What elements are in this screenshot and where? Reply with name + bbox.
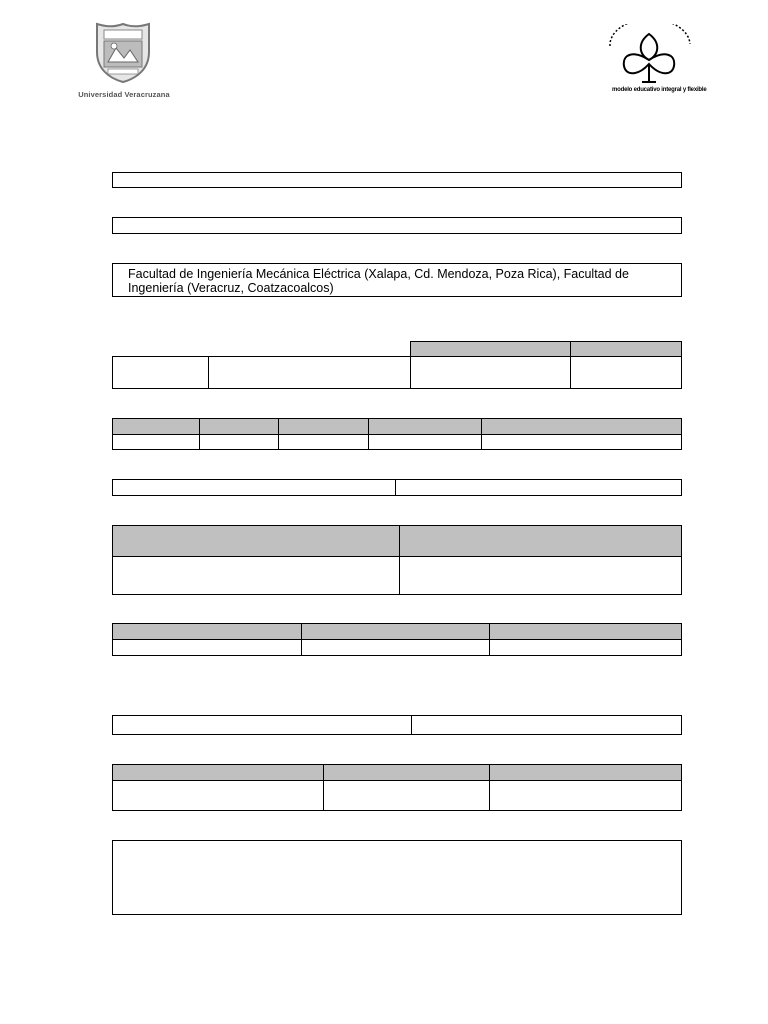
facultad-text: Facultad de Ingeniería Mecánica Eléctrica (Xalapa, Cd. Mendoza, Poza Rica), Facultad de Ingeniería (Veracruz, Coatzacoalcos): [128, 267, 629, 295]
large-text-box: [112, 840, 682, 915]
table4-col-3: [489, 624, 490, 655]
table3-divider: [399, 526, 400, 594]
table4: [112, 623, 682, 656]
table2: [112, 418, 682, 450]
field-box-split-1: [112, 479, 682, 496]
university-shield-icon: [94, 22, 152, 84]
university-name: Universidad Veracruzana: [78, 90, 170, 99]
table5: [112, 764, 682, 811]
table3-header-row: [113, 526, 681, 556]
model-caption: modelo educativo integral y flexible: [612, 87, 707, 93]
table1-row: [112, 356, 682, 389]
table3: [112, 525, 682, 595]
table5-col-3: [489, 765, 490, 810]
table1-cell-3: [410, 357, 571, 388]
table1-cell-1: [113, 357, 209, 388]
split-2-divider: [411, 716, 412, 734]
table1-cell-2: [208, 357, 411, 388]
field-box-2: [112, 217, 682, 234]
field-box-1: [112, 172, 682, 188]
field-box-split-2: [112, 715, 682, 735]
university-logo: [72, 22, 176, 102]
table1-header-a: [410, 341, 571, 357]
table2-col-2: [199, 419, 200, 449]
table1-header-b: [570, 341, 682, 357]
split-1-divider: [395, 480, 396, 495]
table1-cell-4: [570, 357, 681, 388]
table4-col-2: [301, 624, 302, 655]
table2-col-3: [278, 419, 279, 449]
model-logo: [604, 24, 707, 100]
table2-col-5: [481, 419, 482, 449]
table5-header-row: [113, 765, 681, 780]
table4-header-row: [113, 624, 681, 639]
table2-col-4: [368, 419, 369, 449]
model-emblem-icon: [604, 24, 694, 86]
facultad-box: [112, 263, 682, 297]
table5-col-2: [323, 765, 324, 810]
